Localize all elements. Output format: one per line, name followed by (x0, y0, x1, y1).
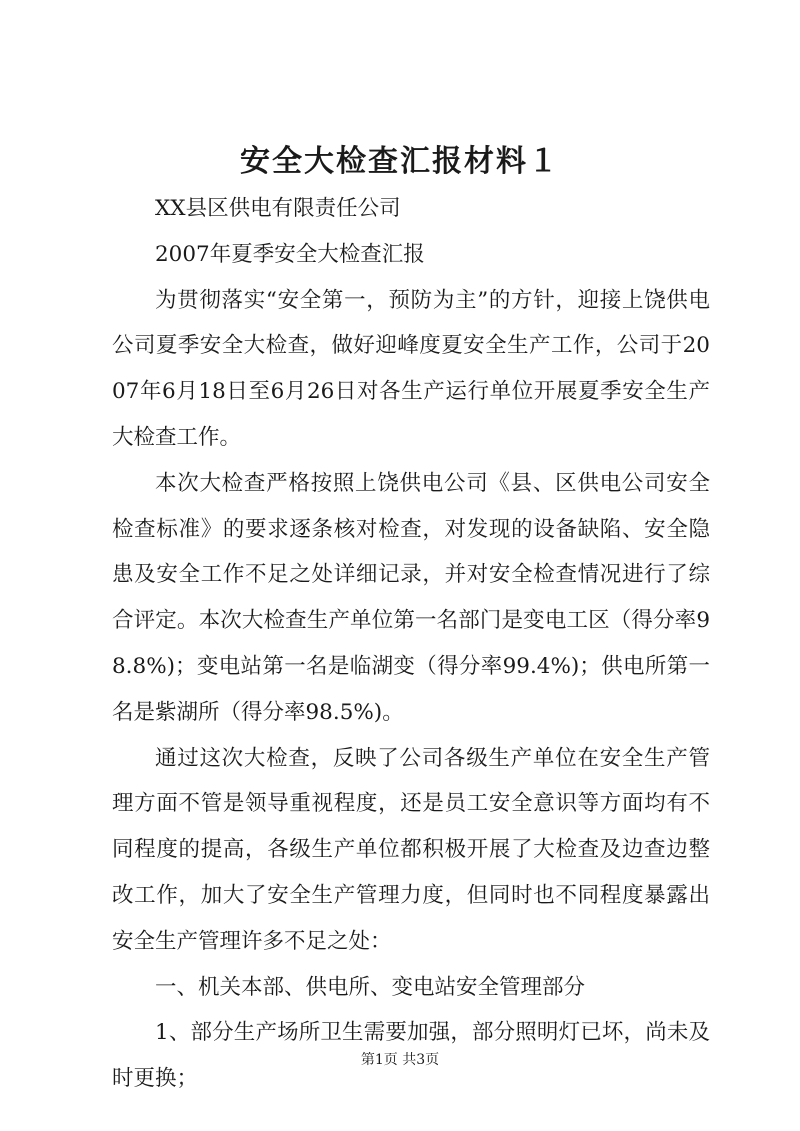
intro-paragraph: 为贯彻落实“安全第一，预防为主”的方针，迎接上饶供电公司夏季安全大检查，做好迎峰度夏安全生产工作，公司于2007年6月18日至6月26日对各生产运行单位开展夏季安全生产大检查工作。 (112, 287, 710, 450)
document-body (112, 186, 710, 1102)
findings-summary-paragraph: 通过这次大检查，反映了公司各级生产单位在安全生产管理方面不管是领导重视程度，还是员工安全意识等方面均有不同程度的提高，各级生产单位都积极开展了大检查及边查边整改工作，加大了安全生产管理力度，但同时也不同程度暴露出安全生产管理许多不足之处： (112, 745, 710, 954)
section-heading-paragraph: 一、机关本部、供电所、变电站安全管理部分 (155, 974, 586, 1000)
page-number-footer: 第1页 共3页 (360, 1052, 440, 1068)
list-item-paragraph: 1、部分生产场所卫生需要加强，部分照明灯已坏，尚未及时更换； (112, 1020, 710, 1092)
inspection-results-paragraph: 本次大检查严格按照上饶供电公司《县、区供电公司安全检查标准》的要求逐条核对检查，对发现的设备缺陷、安全隐患及安全工作不足之处详细记录，并对安全检查情况进行了综合评定。本次大检查生产单位第一名部门是变电工区（得分率98.8%)；变电站第一名是临湖变（得分率99.4%)；供电所第一名是紫湖所（得分率98.5%)。 (112, 470, 710, 725)
report-subtitle-paragraph: 2007年夏季安全大检查汇报 (155, 241, 425, 267)
company-name-paragraph: XX县区供电有限责任公司 (155, 196, 401, 221)
document-title: 安全大检查汇报材料１ (240, 144, 560, 179)
